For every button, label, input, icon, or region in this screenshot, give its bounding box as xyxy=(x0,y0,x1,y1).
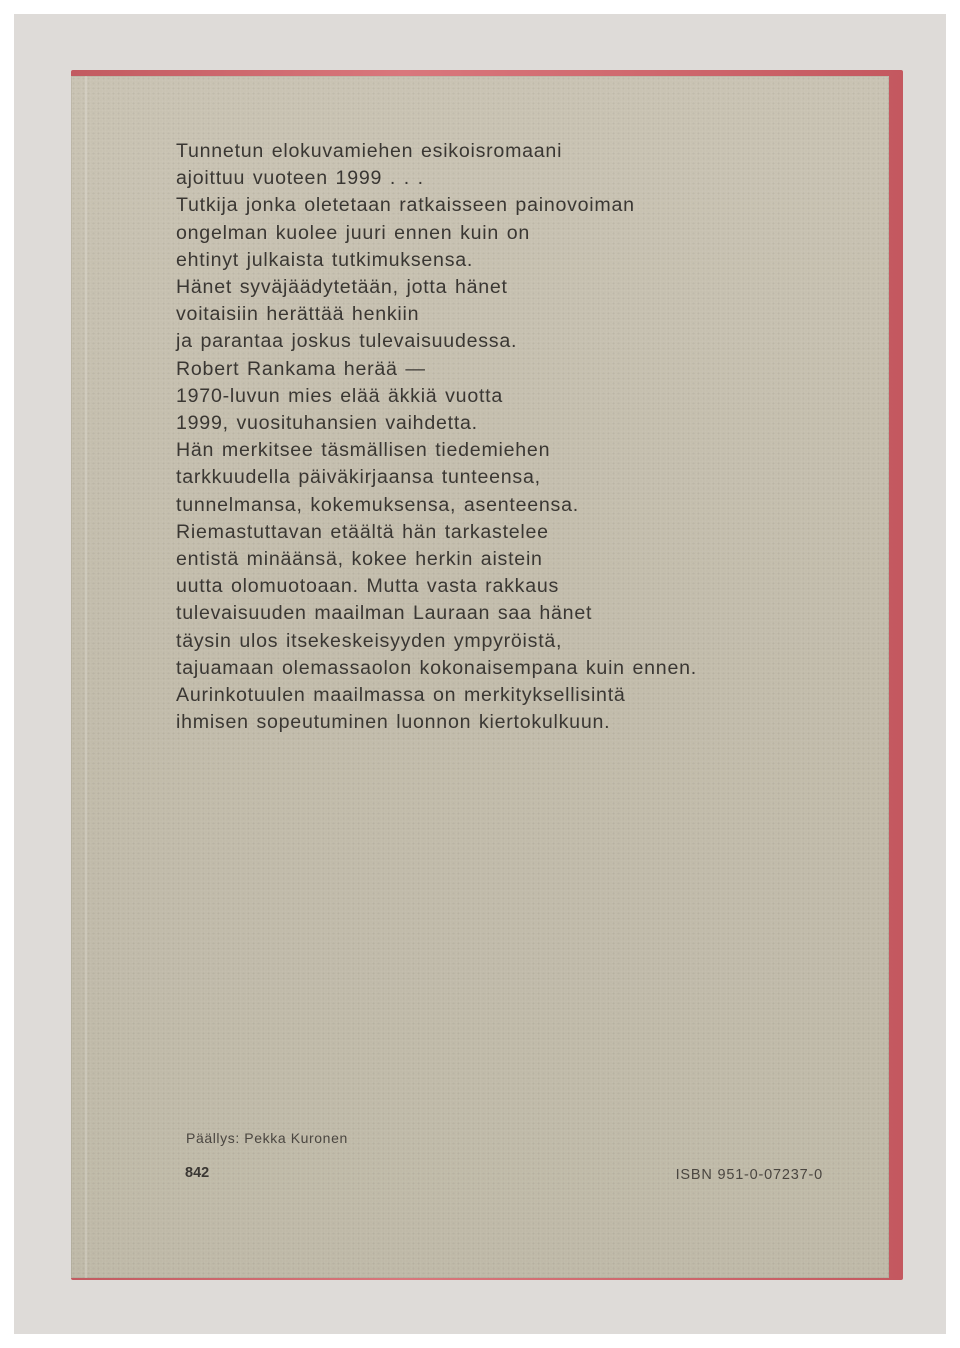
blurb-line: tajuamaan olemassaolon kokonaisempana kuin ennen. xyxy=(176,656,697,679)
series-code: 842 xyxy=(185,1165,210,1181)
blurb-line: voitaisiin herättää henkiin xyxy=(176,303,420,326)
blurb-line: entistä minäänsä, kokee herkin aistein xyxy=(176,548,543,571)
isbn-number: ISBN 951-0-07237-0 xyxy=(675,1167,823,1183)
blurb-line: Robert Rankama herää — xyxy=(176,357,426,380)
blurb-line: 1999, vuosituhansien vaihdetta. xyxy=(176,412,478,435)
book-back-cover xyxy=(71,76,889,1278)
blurb-line: Aurinkotuulen maailmassa on merkityksellisintä xyxy=(176,684,626,707)
blurb-line: Tunnetun elokuvamiehen esikoisromaani xyxy=(176,140,563,162)
blurb-line: Tutkija jonka oletetaan ratkaisseen painovoiman xyxy=(176,194,635,217)
cover-fold-line xyxy=(85,76,87,1278)
blurb-line: tulevaisuuden maailman Lauraan saa hänet xyxy=(176,602,593,625)
blurb-line: Hänet syväjäädytetään, jotta hänet xyxy=(176,276,508,299)
blurb-line: ja parantaa joskus tulevaisuudessa. xyxy=(176,330,518,353)
cover-design-credit: Päällys: Pekka Kuronen xyxy=(186,1130,348,1146)
blurb-line: Hän merkitsee täsmällisen tiedemiehen xyxy=(176,439,551,462)
blurb-line: Riemastuttavan etäältä hän tarkastelee xyxy=(176,520,549,543)
blurb-line: ajoittuu vuoteen 1999 . . . xyxy=(176,167,424,190)
blurb-text xyxy=(176,138,697,736)
blurb-line: täysin ulos itsekeskeisyyden ympyröistä, xyxy=(176,629,563,652)
blurb-line: ongelman kuolee juuri ennen kuin on xyxy=(176,221,531,244)
blurb-line: 1970-luvun mies elää äkkiä vuotta xyxy=(176,384,504,407)
blurb-line: tarkkuudella päiväkirjaansa tunteensa, xyxy=(176,466,541,489)
blurb-line: ehtinyt julkaista tutkimuksensa. xyxy=(176,248,474,271)
blurb-line: uutta olomuotoaan. Mutta vasta rakkaus xyxy=(176,575,560,598)
blurb-line: ihmisen sopeutuminen luonnon kiertokulkuun. xyxy=(176,711,611,734)
blurb-line: tunnelmansa, kokemuksensa, asenteensa. xyxy=(176,493,579,516)
